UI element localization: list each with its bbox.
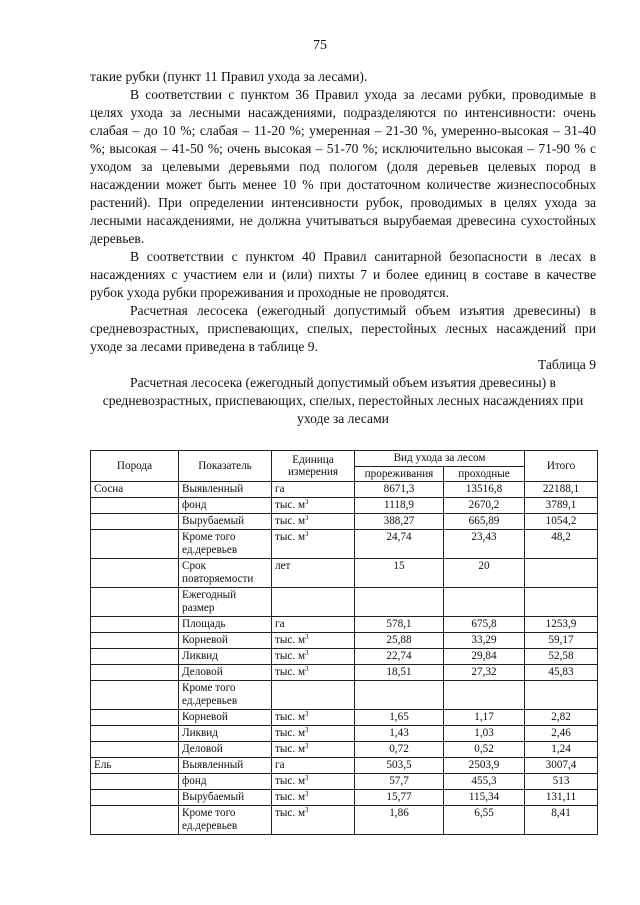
- unit-superscript: 3: [305, 665, 309, 673]
- unit-superscript: 3: [305, 726, 309, 734]
- unit-superscript: 3: [305, 649, 309, 657]
- total-cell: 3789,1: [525, 498, 598, 514]
- header-care-type: Вид ухода за лесом: [355, 451, 525, 467]
- unit-cell: тыс. $м^3$: [272, 790, 355, 806]
- indicator-cell: Ежегодный размер: [179, 588, 272, 617]
- species-cell: [91, 806, 179, 835]
- total-cell: 59,17: [525, 633, 598, 649]
- unit-cell: тыс. $м^3$: [272, 726, 355, 742]
- total-cell: [525, 588, 598, 617]
- table-row: [91, 649, 598, 665]
- indicator-cell: Ликвид: [179, 649, 272, 665]
- unit-superscript: 3: [305, 742, 309, 750]
- table-row: [91, 633, 598, 649]
- unit-superscript: 3: [305, 774, 309, 782]
- indicator-cell: Вырубаемый: [179, 514, 272, 530]
- table-row: [91, 726, 598, 742]
- thinning-cell: 18,51: [355, 665, 444, 681]
- harvest-table: [90, 450, 598, 835]
- unit-cell: тыс. $м^3$: [272, 742, 355, 758]
- species-cell: [91, 665, 179, 681]
- species-cell: [91, 790, 179, 806]
- species-cell: [91, 617, 179, 633]
- passage-cell: 2670,2: [444, 498, 525, 514]
- table-row: [91, 588, 598, 617]
- passage-cell: 33,29: [444, 633, 525, 649]
- thinning-cell: 388,27: [355, 514, 444, 530]
- passage-cell: 20: [444, 559, 525, 588]
- thinning-cell: 8671,3: [355, 482, 444, 498]
- total-cell: 2,82: [525, 710, 598, 726]
- unit-cell: тыс. $м^3$: [272, 649, 355, 665]
- total-cell: 2,46: [525, 726, 598, 742]
- thinning-cell: 1118,9: [355, 498, 444, 514]
- species-cell: [91, 710, 179, 726]
- table-row: [91, 742, 598, 758]
- indicator-cell: Площадь: [179, 617, 272, 633]
- total-cell: 131,11: [525, 790, 598, 806]
- species-cell: [91, 774, 179, 790]
- indicator-cell: Деловой: [179, 742, 272, 758]
- indicator-cell: Деловой: [179, 665, 272, 681]
- total-cell: 1253,9: [525, 617, 598, 633]
- unit-superscript: 3: [305, 498, 309, 506]
- thinning-cell: 22,74: [355, 649, 444, 665]
- paragraph: Расчетная лесосека (ежегодный допустимый объем изъятия древесины) в средневозрастных, приспевающих, спелых, перестойных лесных насаждений при уходе за лесами приведена в таблице 9.: [90, 303, 596, 354]
- table-row: [91, 498, 598, 514]
- unit-cell: тыс. $м^3$: [272, 498, 355, 514]
- unit-cell: тыс. $м^3$: [272, 710, 355, 726]
- unit-cell: лет: [272, 559, 355, 588]
- passage-cell: 6,55: [444, 806, 525, 835]
- thinning-cell: [355, 588, 444, 617]
- passage-cell: 13516,8: [444, 482, 525, 498]
- unit-cell: га: [272, 617, 355, 633]
- unit-cell: тыс. $м^3$: [272, 806, 355, 835]
- table-row: [91, 514, 598, 530]
- table-label: Таблица 9: [537, 357, 596, 372]
- thinning-cell: 57,7: [355, 774, 444, 790]
- header-thinning: прореживания: [355, 466, 444, 482]
- thinning-cell: [355, 681, 444, 710]
- total-cell: 1,24: [525, 742, 598, 758]
- passage-cell: 29,84: [444, 649, 525, 665]
- unit-superscript: 3: [305, 514, 309, 522]
- unit-cell: [272, 681, 355, 710]
- thinning-cell: 24,74: [355, 530, 444, 559]
- indicator-cell: Корневой: [179, 633, 272, 649]
- total-cell: 22188,1: [525, 482, 598, 498]
- passage-cell: 0,52: [444, 742, 525, 758]
- indicator-cell: фонд: [179, 774, 272, 790]
- indicator-cell: Вырубаемый: [179, 790, 272, 806]
- passage-cell: 1,03: [444, 726, 525, 742]
- species-cell: [91, 681, 179, 710]
- thinning-cell: 0,72: [355, 742, 444, 758]
- thinning-cell: 15,77: [355, 790, 444, 806]
- thinning-cell: 1,86: [355, 806, 444, 835]
- table-title: Расчетная лесосека (ежегодный допустимый объем изъятия древесины) в средневозрастных, приспевающих, спелых, перестойных лесных насаждениях при уходе за лесами: [102, 375, 584, 426]
- table-row: [91, 710, 598, 726]
- header-passage: проходные: [444, 466, 525, 482]
- species-cell: [91, 742, 179, 758]
- thinning-cell: 15: [355, 559, 444, 588]
- table-row: [91, 665, 598, 681]
- indicator-cell: Выявленный: [179, 758, 272, 774]
- header-indicator: Показатель: [179, 451, 272, 482]
- species-cell: [91, 530, 179, 559]
- total-cell: 45,83: [525, 665, 598, 681]
- passage-cell: [444, 588, 525, 617]
- thinning-cell: 25,88: [355, 633, 444, 649]
- total-cell: 8,41: [525, 806, 598, 835]
- table-row: [91, 774, 598, 790]
- unit-cell: [272, 588, 355, 617]
- header-unit: Единица измерения: [272, 451, 355, 482]
- total-cell: [525, 681, 598, 710]
- species-cell: Сосна: [91, 482, 179, 498]
- table-header-row: [91, 451, 598, 467]
- passage-cell: 665,89: [444, 514, 525, 530]
- paragraph: такие рубки (пункт 11 Правил ухода за лесами).: [90, 69, 368, 84]
- species-cell: [91, 633, 179, 649]
- passage-cell: 23,43: [444, 530, 525, 559]
- species-cell: Ель: [91, 758, 179, 774]
- unit-superscript: 3: [305, 806, 309, 814]
- species-cell: [91, 726, 179, 742]
- thinning-cell: 503,5: [355, 758, 444, 774]
- unit-cell: тыс. $м^3$: [272, 530, 355, 559]
- unit-cell: тыс. $м^3$: [272, 514, 355, 530]
- unit-cell: тыс. $м^3$: [272, 665, 355, 681]
- total-cell: [525, 559, 598, 588]
- indicator-cell: Выявленный: [179, 482, 272, 498]
- table-row: [91, 806, 598, 835]
- species-cell: [91, 559, 179, 588]
- paragraph: В соответствии с пунктом 36 Правил ухода за лесами рубки, проводимые в целях ухода за лесными насаждениями, подразделяются по интенсивности: очень слабая – до 10 %; слабая – 11-20 %; умеренная – 21-30 %, умеренно-высокая – 31-40 %; высокая – 41-50 %; очень высокая – 51-70 %; исключительно высокая – 71-90 % с уходом за целевыми деревьями под пологом (доля деревьев целевых пород в насаждении может быть менее 10 % при достаточном количестве жизнеспособных растений). При определении интенсивности рубок, проводимых в целях ухода за лесными насаждениями, не должна учитываться вырубаемая древесина сухостойных деревьев.: [90, 87, 596, 246]
- unit-superscript: 3: [305, 530, 309, 538]
- table-row: [91, 681, 598, 710]
- indicator-cell: Ликвид: [179, 726, 272, 742]
- page-number: 75: [313, 38, 327, 53]
- body-text: [90, 68, 596, 428]
- table-body: [91, 482, 598, 835]
- indicator-cell: фонд: [179, 498, 272, 514]
- total-cell: 52,58: [525, 649, 598, 665]
- unit-cell: тыс. $м^3$: [272, 633, 355, 649]
- indicator-cell: Кроме того ед.деревьев: [179, 806, 272, 835]
- header-total: Итого: [525, 451, 598, 482]
- passage-cell: 2503,9: [444, 758, 525, 774]
- indicator-cell: Кроме того ед.деревьев: [179, 681, 272, 710]
- species-cell: [91, 649, 179, 665]
- passage-cell: 115,34: [444, 790, 525, 806]
- passage-cell: 675,8: [444, 617, 525, 633]
- passage-cell: 455,3: [444, 774, 525, 790]
- unit-cell: тыс. $м^3$: [272, 774, 355, 790]
- total-cell: 513: [525, 774, 598, 790]
- unit-cell: га: [272, 482, 355, 498]
- table-row: [91, 482, 598, 498]
- passage-cell: 27,32: [444, 665, 525, 681]
- total-cell: 3007,4: [525, 758, 598, 774]
- header-species: Порода: [91, 451, 179, 482]
- table-row: [91, 559, 598, 588]
- thinning-cell: 1,43: [355, 726, 444, 742]
- table-row: [91, 530, 598, 559]
- passage-cell: [444, 681, 525, 710]
- table-row: [91, 617, 598, 633]
- species-cell: [91, 498, 179, 514]
- unit-superscript: 3: [305, 710, 309, 718]
- passage-cell: 1,17: [444, 710, 525, 726]
- indicator-cell: Кроме того ед.деревьев: [179, 530, 272, 559]
- unit-superscript: 3: [305, 790, 309, 798]
- table-row: [91, 790, 598, 806]
- species-cell: [91, 588, 179, 617]
- paragraph: В соответствии с пунктом 40 Правил санитарной безопасности в лесах в насаждениях с участием ели и (или) пихты 7 и более единиц в составе в качестве рубок ухода рубки прореживания и проходные не проводятся.: [90, 249, 596, 300]
- unit-superscript: 3: [305, 633, 309, 641]
- thinning-cell: 1,65: [355, 710, 444, 726]
- species-cell: [91, 514, 179, 530]
- unit-cell: га: [272, 758, 355, 774]
- thinning-cell: 578,1: [355, 617, 444, 633]
- total-cell: 1054,2: [525, 514, 598, 530]
- indicator-cell: Корневой: [179, 710, 272, 726]
- table-row: [91, 758, 598, 774]
- total-cell: 48,2: [525, 530, 598, 559]
- indicator-cell: Срок повторяемости: [179, 559, 272, 588]
